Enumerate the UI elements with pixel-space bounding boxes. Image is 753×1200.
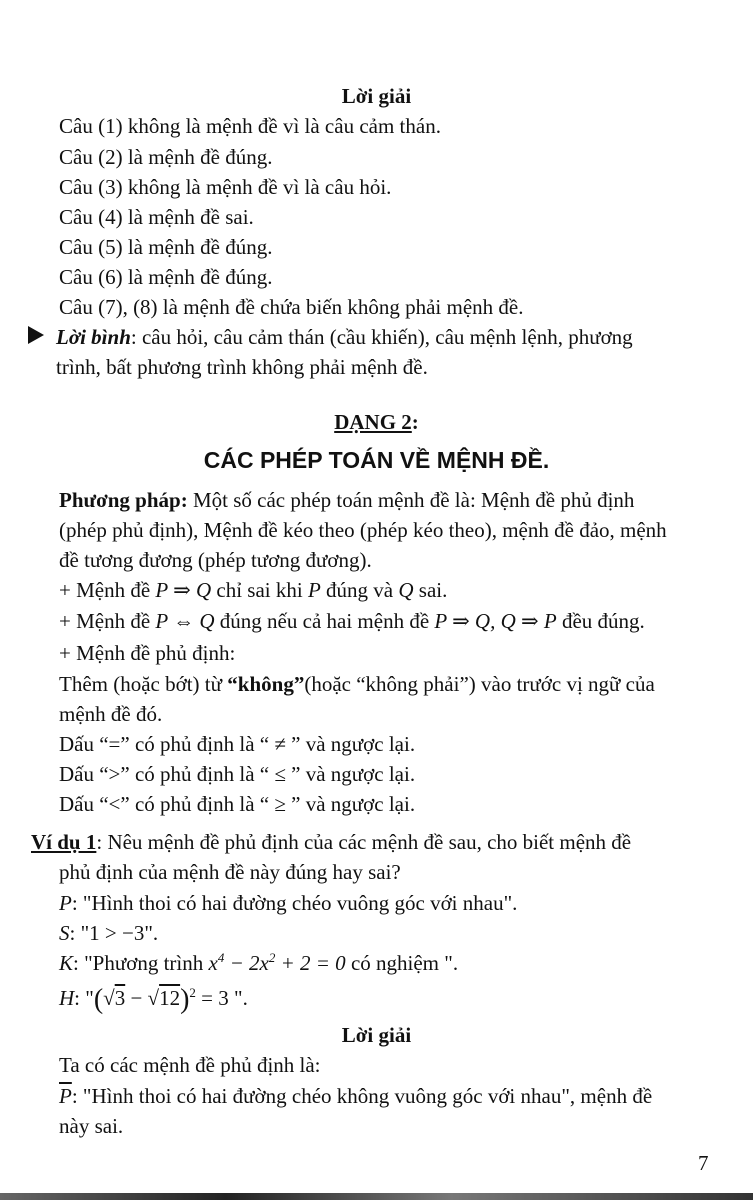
p-symbol: P [59, 891, 72, 915]
proposition-k [59, 950, 459, 975]
negation-p-line-2: này sai. [59, 1114, 124, 1138]
example-label: Ví dụ 1 [31, 830, 97, 854]
section-title: CÁC PHÉP TOÁN VỀ MỆNH ĐỀ. [203, 447, 550, 473]
equivalence-rule [59, 611, 645, 632]
implication-rule [59, 580, 447, 601]
answer-line-2: Câu (2) là mệnh đề đúng. [59, 145, 273, 169]
s-symbol: S [59, 921, 70, 945]
k-text-a: : "Phương trình [73, 951, 209, 975]
k-text-b: có nghiệm ". [345, 951, 459, 975]
implication-formula: P ⇒ Q [155, 578, 212, 602]
example-line-2: phủ định của mệnh đề này đúng hay sai? [59, 860, 401, 884]
answer-line-7: Câu (7), (8) là mệnh đề chứa biến không phải mệnh đề. [59, 295, 524, 319]
s-text: : "1 > −3". [69, 921, 159, 945]
p-bar-symbol: $\overline{P}$ [59, 1084, 72, 1108]
negation-keyword: “không” [227, 672, 305, 696]
answer-line-4: Câu (4) là mệnh đề sai. [59, 205, 254, 229]
implication-text-b: chỉ sai khi [211, 578, 308, 602]
radical-expression: $(√3 - √12)^2$ [93, 984, 196, 1015]
answer-line-1: Câu (1) không là mệnh đề vì là câu cảm thán. [59, 114, 441, 138]
page-edge-shadow [0, 1193, 753, 1200]
negation-line-1 [59, 674, 655, 695]
answer-line-3: Câu (3) không là mệnh đề vì là câu hỏi. [59, 175, 392, 199]
equivalence-formula: P ⇔ Q [155, 609, 215, 633]
page-number: 7 [698, 1151, 709, 1175]
solution-intro: Ta có các mệnh đề phủ định là: [59, 1053, 321, 1077]
negation-p-line-1 [59, 1086, 652, 1107]
method-text-1: Một số các phép toán mệnh đề là: Mệnh đề phủ định [187, 488, 635, 512]
remark-label: Lời bình [56, 325, 131, 349]
section-number [0, 412, 753, 433]
answer-line-6: Câu (6) là mệnh đề đúng. [59, 265, 273, 289]
p-text: : "Hình thoi có hai đường chéo vuông góc với nhau". [71, 891, 518, 915]
remark-line-1 [56, 327, 633, 348]
equivalence-text-b: đúng nếu cả hai mệnh đề [214, 609, 435, 633]
dang-colon: : [411, 410, 419, 434]
proposition-s [59, 923, 158, 944]
h-text-a: : " [74, 986, 94, 1010]
proposition-h [59, 986, 248, 1014]
k-symbol: K [59, 951, 74, 975]
var-q: Q [398, 578, 414, 602]
equivalence-text-a: + Mệnh đề [59, 609, 156, 633]
method-line-1 [59, 490, 634, 511]
remark-text-1: : câu hỏi, câu cảm thán (cầu khiến), câu mệnh lệnh, phương [130, 325, 633, 349]
dang-label: DẠNG 2 [334, 410, 412, 434]
method-line-2: (phép phủ định), Mệnh đề kéo theo (phép kéo theo), mệnh đề đảo, mệnh [59, 518, 667, 542]
equation: $x^4 - 2x^2 + 2 = 0$ [208, 950, 346, 975]
h-text-b: = 3 ". [195, 986, 248, 1010]
sign-rule-3: Dấu “<” có phủ định là “ ≥ ” và ngược lại. [59, 792, 416, 816]
h-symbol: H [59, 986, 75, 1010]
answer-line-5: Câu (5) là mệnh đề đúng. [59, 235, 273, 259]
example-line-1 [31, 832, 631, 853]
solution-heading-1: Lời giải [341, 84, 412, 108]
negation-text-b: (hoặc “không phải”) vào trước vị ngữ của [304, 672, 655, 696]
p-bar-text: : "Hình thoi có hai đường chéo không vuông góc với nhau", mệnh đề [71, 1084, 653, 1108]
method-line-3: đề tương đương (phép tương đương). [59, 548, 372, 572]
remark-line-2: trình, bất phương trình không phải mệnh đề. [56, 355, 428, 379]
sign-rule-2: Dấu “>” có phủ định là “ ≤ ” và ngược lại. [59, 762, 416, 786]
method-label: Phương pháp: [59, 488, 188, 512]
negation-title: + Mệnh đề phủ định: [59, 641, 236, 665]
var-p: P [307, 578, 321, 602]
both-implications: P ⇒ Q, Q ⇒ P [434, 609, 557, 633]
negation-line-2: mệnh đề đó. [59, 702, 163, 726]
negation-text-a: Thêm (hoặc bớt) từ [59, 672, 228, 696]
solution-heading-2: Lời giải [341, 1023, 412, 1047]
sign-rule-1: Dấu “=” có phủ định là “ ≠ ” và ngược lại. [59, 732, 416, 756]
proposition-p [59, 893, 517, 914]
triangle-bullet-icon [28, 326, 44, 344]
example-text-1: : Nêu mệnh đề phủ định của các mệnh đề sau, cho biết mệnh đề [96, 830, 632, 854]
equivalence-text-c: đều đúng. [556, 609, 645, 633]
implication-text-a: + Mệnh đề [59, 578, 156, 602]
implication-text-c: đúng và [320, 578, 399, 602]
implication-text-d: sai. [413, 578, 448, 602]
